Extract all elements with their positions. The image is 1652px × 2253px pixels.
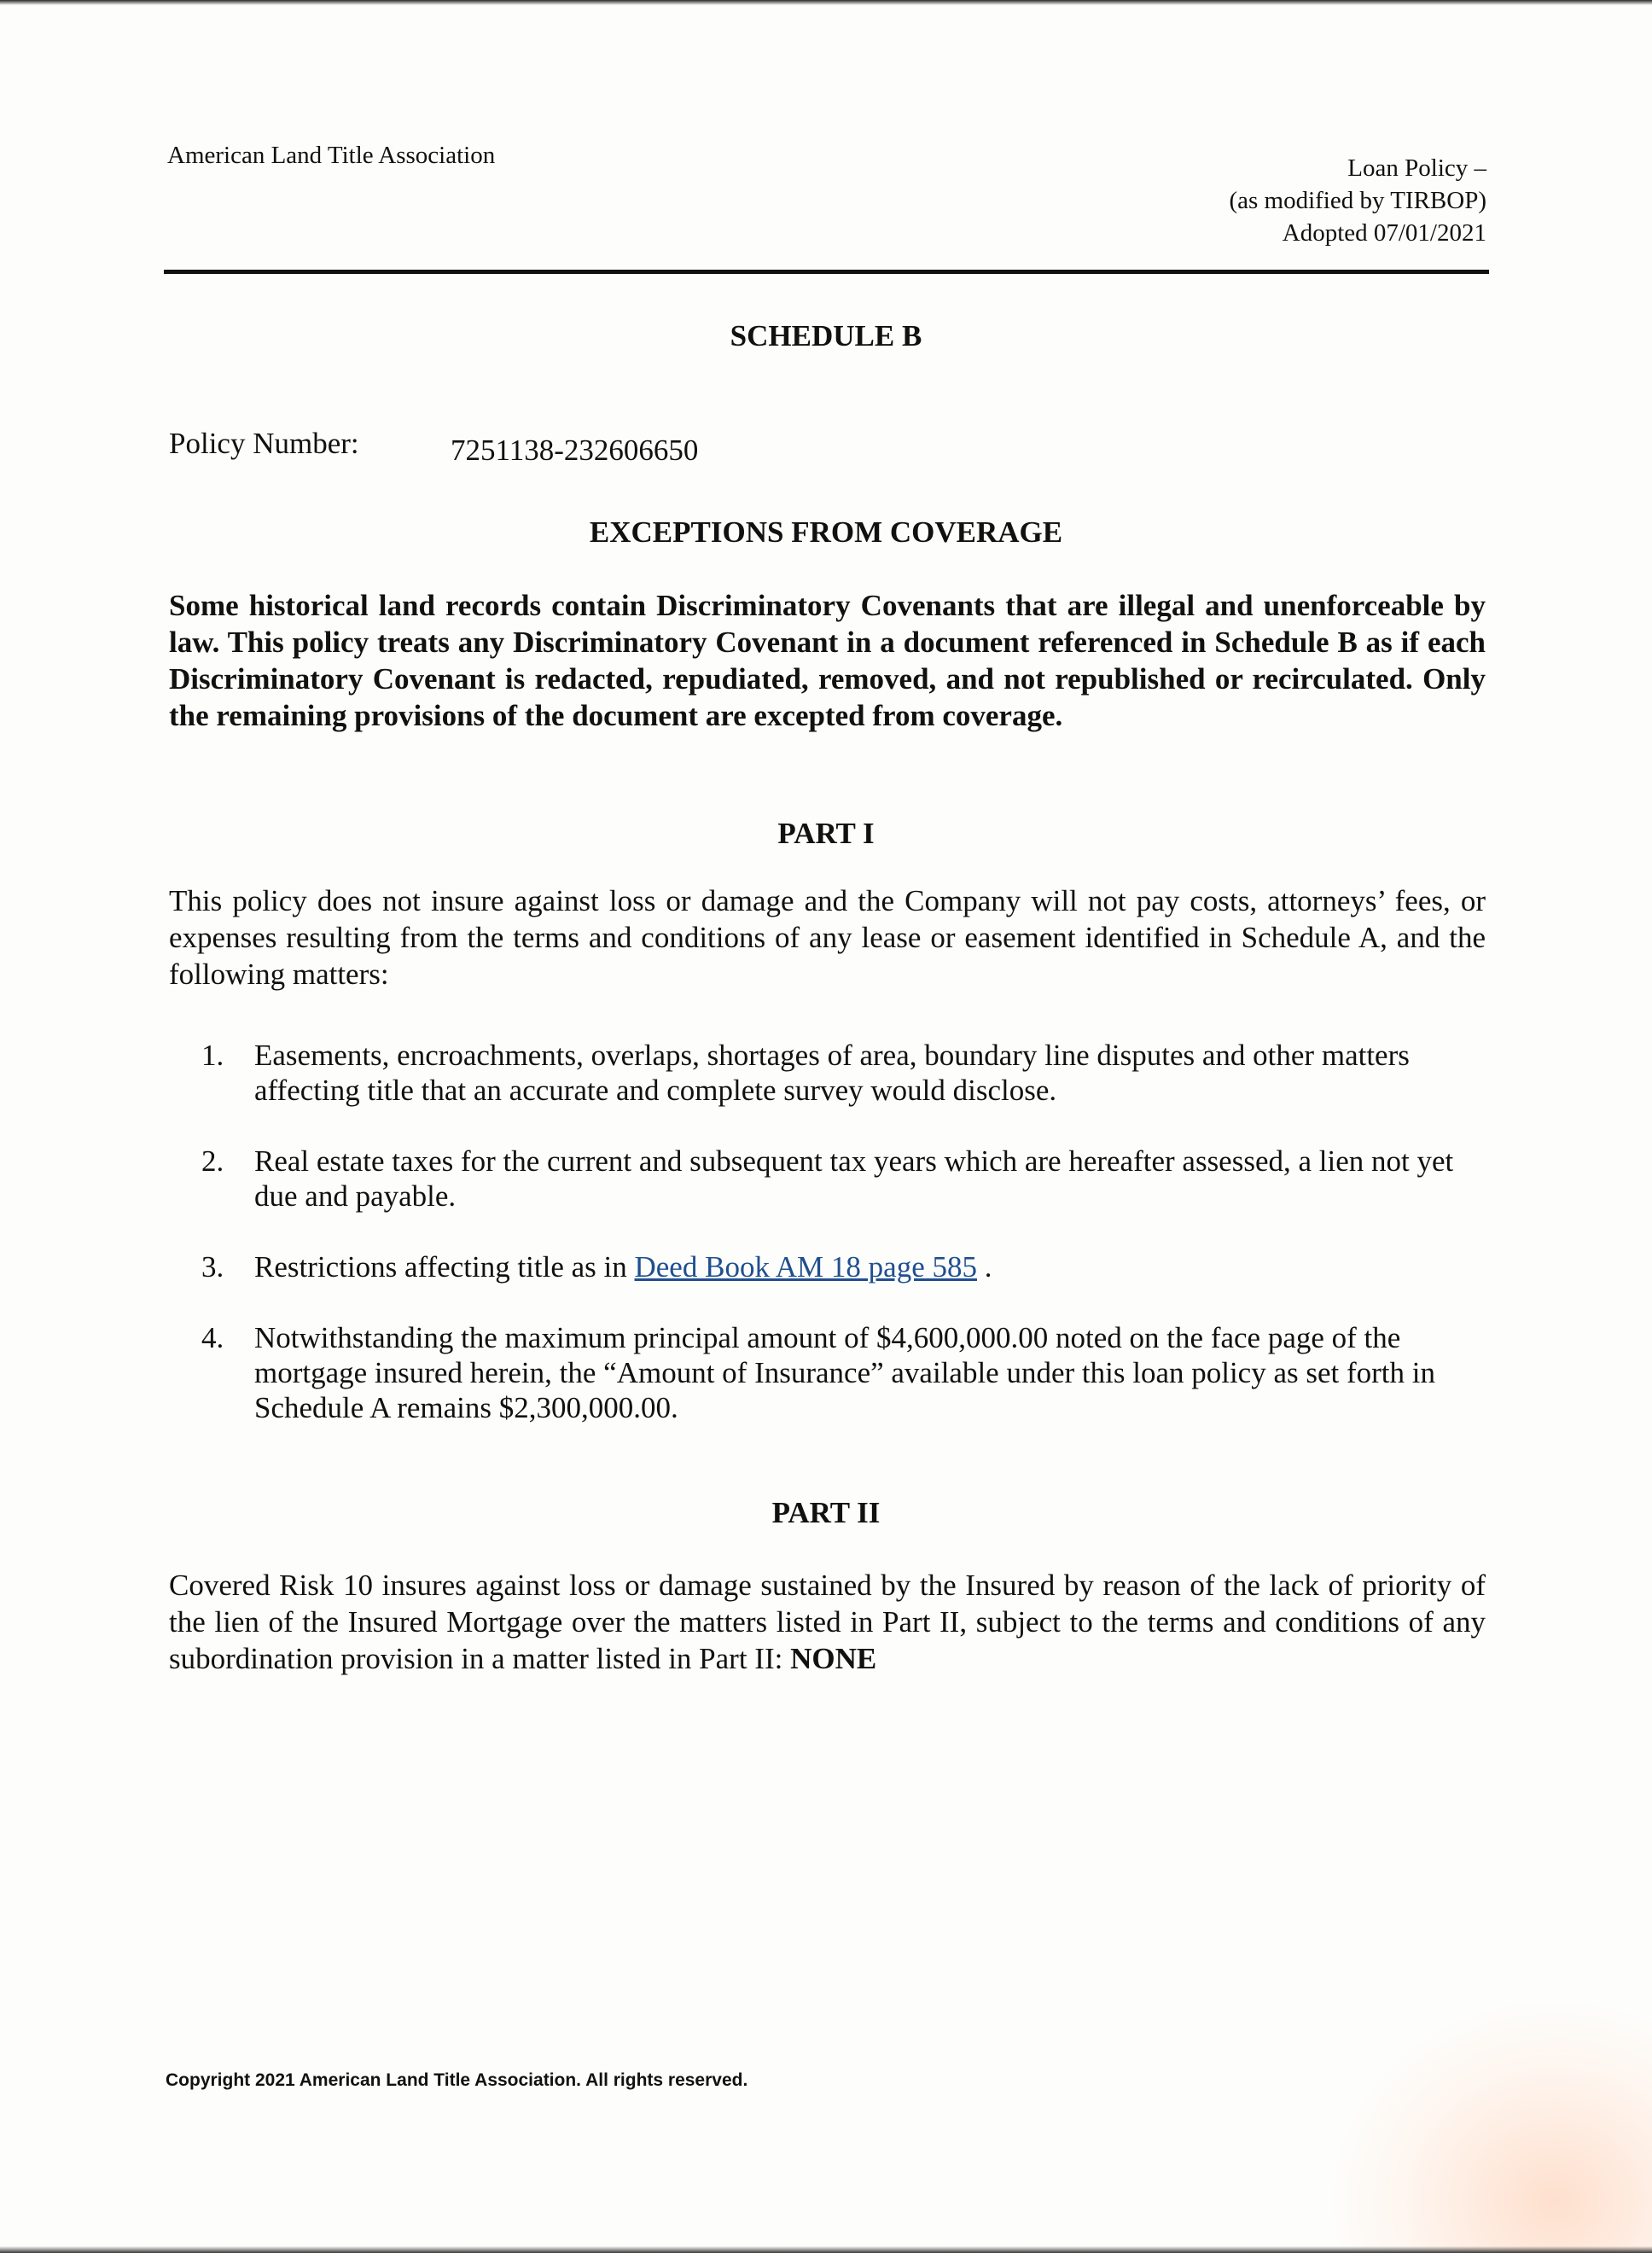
part-two-title: PART II	[771, 1496, 881, 1529]
header-divider	[164, 270, 1489, 274]
schedule-title: SCHEDULE B	[730, 319, 922, 352]
header-policy-info	[1229, 152, 1486, 249]
exception-item-3	[201, 1249, 1486, 1284]
exceptions-list	[201, 1038, 1486, 1461]
item-number: 4.	[201, 1321, 224, 1354]
header-policy-type: Loan Policy –	[1347, 154, 1486, 182]
item-text: Notwithstanding the maximum principal amount of $4,600,000.00 noted on the face page of the mortgage insured herein, the “Amount of Insurance” available under this loan policy as set forth in Schedule A remains $2,300,000.00.	[254, 1321, 1436, 1424]
header-organization: American Land Title Association	[167, 142, 496, 169]
scan-edge-bottom	[0, 2246, 1652, 2253]
item-text-after: .	[976, 1250, 992, 1284]
part-two-none: NONE	[790, 1642, 877, 1675]
policy-number-label: Policy Number:	[169, 427, 359, 460]
exception-item-4	[201, 1320, 1486, 1425]
item-number: 1.	[201, 1039, 224, 1072]
header-modification: (as modified by TIRBOP)	[1229, 187, 1486, 214]
item-text: Real estate taxes for the current and subsequent tax years which are hereafter assessed, a lien not yet due and payable.	[254, 1144, 1454, 1213]
paper-stain	[1328, 1997, 1652, 2253]
copyright-notice: Copyright 2021 American Land Title Association. All rights reserved.	[166, 2070, 748, 2090]
exceptions-title: EXCEPTIONS FROM COVERAGE	[589, 515, 1063, 549]
policy-number-value: 7251138-232606650	[451, 434, 699, 467]
discriminatory-covenant-notice: Some historical land records contain Discriminatory Covenants that are illegal and unenforceable by law. This policy treats any Discriminatory Covenant in a document referenced in Schedule B as if each Discriminatory Covenant is redacted, repudiated, removed, and not republished or recirculated. Only the remaining provisions of the document are excepted from coverage.	[169, 589, 1486, 732]
header-adopted-date: Adopted 07/01/2021	[1282, 219, 1486, 247]
item-number: 2.	[201, 1144, 224, 1178]
deed-book-link[interactable]: Deed Book AM 18 page 585	[634, 1250, 977, 1284]
part-two-body: Covered Risk 10 insures against loss or damage sustained by the Insured by reason of the lack of priority of the lien of the Insured Mortgage over the matters listed in Part II, subject to the terms and conditions of any subordination provision in a matter listed in Part II:	[169, 1569, 1486, 1675]
scan-edge-top	[0, 0, 1652, 5]
item-text: Easements, encroachments, overlaps, shortages of area, boundary line disputes and other matters affecting title that an accurate and complete survey would disclose.	[254, 1039, 1410, 1107]
part-two-text	[169, 1567, 1486, 1677]
exception-item-2	[201, 1144, 1486, 1214]
item-number: 3.	[201, 1250, 224, 1284]
part-one-title: PART I	[777, 817, 875, 850]
item-text-before: Restrictions affecting title as in	[254, 1250, 635, 1284]
exception-item-1	[201, 1038, 1486, 1108]
part-one-intro: This policy does not insure against loss or damage and the Company will not pay costs, attorneys’ fees, or expenses resulting from the terms and conditions of any lease or easement identified in Schedule A, and the following matters:	[169, 884, 1486, 991]
